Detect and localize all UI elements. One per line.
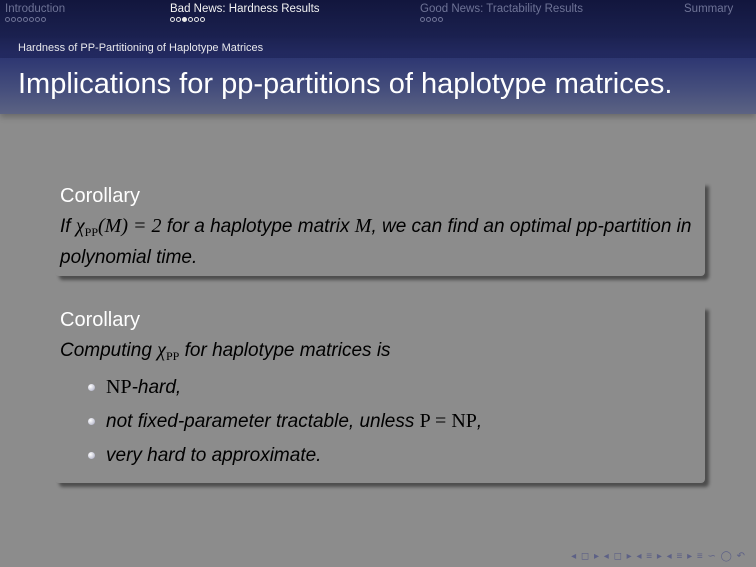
- nav-dot[interactable]: [420, 17, 425, 22]
- nav-dot[interactable]: [41, 17, 46, 22]
- nav-dot[interactable]: [29, 17, 34, 22]
- text: for haplotype matrices is: [184, 340, 391, 361]
- list-item: [82, 375, 700, 400]
- text: If: [60, 216, 71, 237]
- subsection-title: Hardness of PP-Partitioning of Haplotype Matrices: [18, 42, 264, 54]
- text: Computing: [60, 340, 152, 361]
- text: ,: [476, 411, 483, 432]
- chi-subscript: PP: [84, 225, 99, 239]
- nav-dot[interactable]: [188, 17, 193, 22]
- nav-dot[interactable]: [17, 17, 22, 22]
- nav-dot[interactable]: [432, 17, 437, 22]
- text: not fixed-parameter tractable, unless: [106, 411, 415, 432]
- nav-dot[interactable]: [170, 17, 175, 22]
- chi-symbol: χ: [75, 215, 85, 237]
- nav-dot[interactable]: [5, 17, 10, 22]
- nav-dots: [170, 17, 320, 22]
- nav-dot[interactable]: [200, 17, 205, 22]
- section-navigation: [0, 0, 756, 38]
- nav-section-introduction[interactable]: [5, 3, 65, 22]
- nav-section-summary[interactable]: [684, 3, 733, 15]
- bullet-list: [60, 375, 700, 468]
- nav-dot[interactable]: [426, 17, 431, 22]
- text: very hard to approximate.: [106, 445, 322, 466]
- nav-dots: [420, 17, 583, 22]
- math-chi: [76, 215, 162, 237]
- list-item: [82, 409, 700, 434]
- nav-section-label: Introduction: [5, 3, 66, 15]
- block-body: [55, 210, 705, 276]
- nav-section-good-news[interactable]: [420, 3, 583, 22]
- list-item: [82, 443, 700, 468]
- nav-dot[interactable]: [182, 17, 187, 22]
- text: , we can find an optimal pp-partition in polynomial time.: [60, 216, 692, 268]
- nav-dot[interactable]: [35, 17, 40, 22]
- nav-dot[interactable]: [11, 17, 16, 22]
- bullet-icon: [88, 452, 95, 459]
- corollary-block-2: [55, 306, 705, 483]
- nav-dots: [5, 17, 65, 22]
- nav-dot[interactable]: [176, 17, 181, 22]
- nav-section-bad-news[interactable]: [170, 3, 320, 22]
- beamer-navigation-controls[interactable]: ◂ ◻ ▸ ◂ ◻ ▸ ◂ ≡ ▸ ◂ ≡ ▸ ≡ ∽ ◯ ↶: [571, 551, 746, 562]
- bullet-icon: [88, 418, 95, 425]
- chi-symbol: χ: [157, 339, 166, 361]
- block-body: [55, 334, 705, 483]
- frame-title: Implications for pp-partitions of haplotype matrices.: [18, 68, 673, 100]
- math-chi: [157, 339, 179, 361]
- bullet-icon: [88, 384, 95, 391]
- nav-dot[interactable]: [194, 17, 199, 22]
- nav-dot[interactable]: [438, 17, 443, 22]
- text: for a haplotype matrix: [166, 216, 350, 237]
- corollary-block-1: [55, 182, 705, 276]
- math-p-eq-np: P = NP: [419, 410, 477, 432]
- block-title: Corollary: [60, 309, 141, 331]
- nav-section-label: Bad News: Hardness Results: [170, 3, 320, 15]
- subsection-bar: [0, 38, 756, 58]
- block-title: Corollary: [60, 185, 141, 207]
- frame-title-bar: [0, 58, 756, 114]
- math-eq: (M) = 2: [98, 215, 162, 237]
- math-m: M: [354, 215, 372, 237]
- nav-section-label: Good News: Tractability Results: [420, 3, 583, 15]
- math-np: NP: [106, 376, 132, 398]
- chi-subscript: PP: [165, 349, 180, 363]
- nav-dot[interactable]: [23, 17, 28, 22]
- text: -hard,: [131, 377, 182, 398]
- nav-section-label: Summary: [684, 3, 734, 15]
